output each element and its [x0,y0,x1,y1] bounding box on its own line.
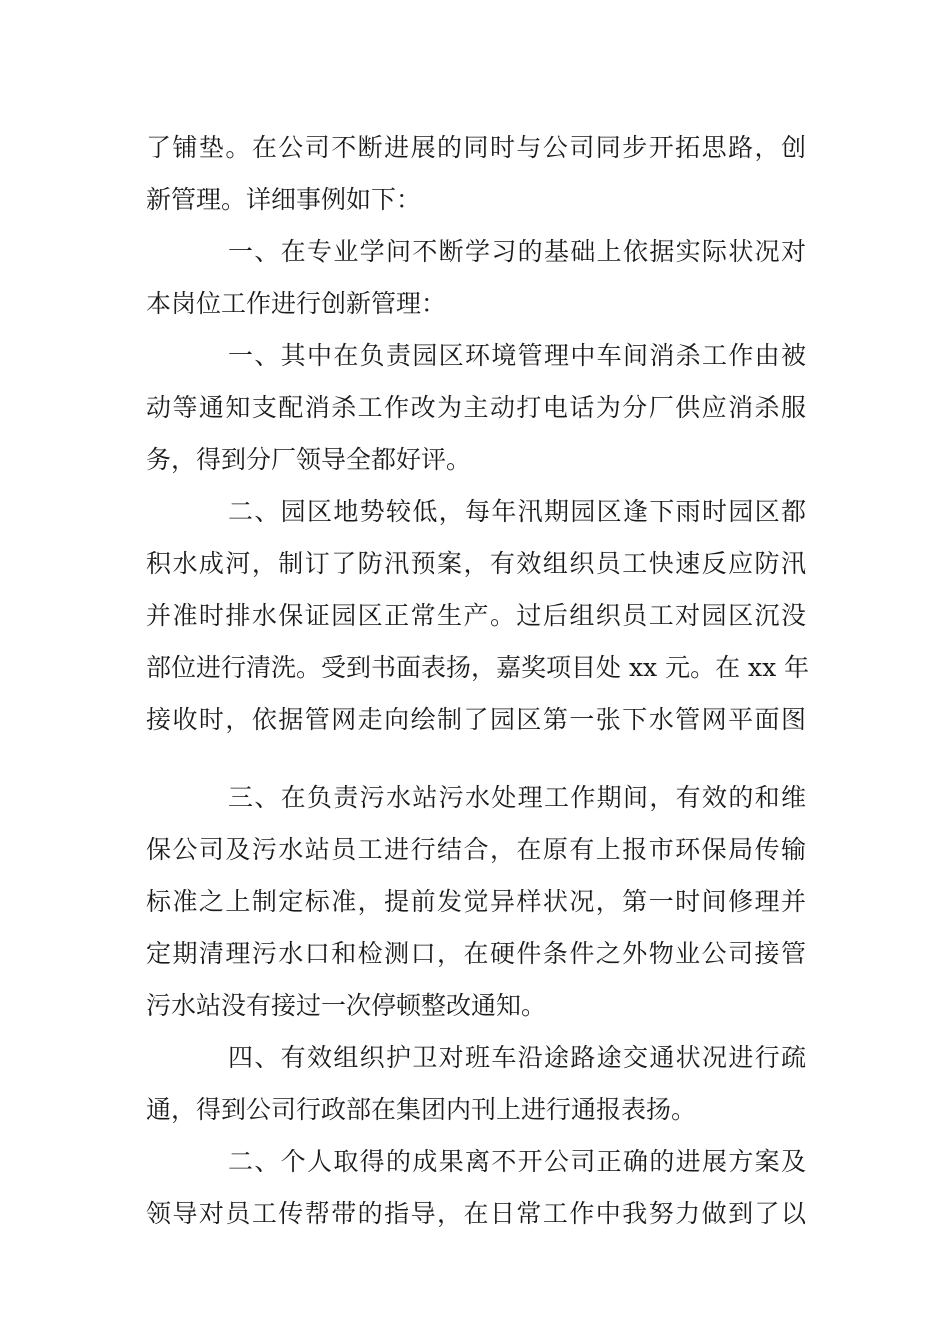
text-line: 动等通知支配消杀工作改为主动打电话为分厂供应消杀服 [146,393,806,422]
text-line: 一、其中在负责园区环境管理中车间消杀工作由被 [228,341,806,370]
text-line: 四、有效组织护卫对班车沿途路途交通状况进行疏 [228,1043,806,1072]
text-line: 了铺垫。在公司不断进展的同时与公司同步开拓思路，创 [146,133,806,162]
text-line: 标准之上制定标准，提前发觉异样状况，第一时间修理并 [146,887,806,916]
text-line: 积水成河，制订了防汛预案，有效组织员工快速反应防汛 [146,549,806,578]
text-line: 二、个人取得的成果离不开公司正确的进展方案及 [228,1147,806,1176]
text-line: 一、在专业学问不断学习的基础上依据实际状况对 [228,237,806,266]
text-line: 通，得到公司行政部在集团内刊上进行通报表扬。 [146,1095,697,1124]
text-line: 务，得到分厂领导全都好评。 [146,445,472,474]
text-line: 定期清理污水口和检测口，在硬件条件之外物业公司接管 [146,939,806,968]
text-line: 本岗位工作进行创新管理： [146,289,447,318]
text-line: 接收时，依据管网走向绘制了园区第一张下水管网平面图 [146,705,806,734]
text-line: 三、在负责污水站污水处理工作期间，有效的和维 [228,783,806,812]
text-line: 并准时排水保证园区正常生产。过后组织员工对园区沉没 [146,601,806,630]
text-line: 二、园区地势较低，每年汛期园区逢下雨时园区都 [228,497,806,526]
text-line: 部位进行清洗。受到书面表扬，嘉奖项目处 xx 元。在 xx 年 [146,653,810,682]
text-line: 新管理。详细事例如下： [146,185,422,214]
text-line: 保公司及污水站员工进行结合，在原有上报市环保局传输 [146,835,806,864]
text-line: 污水站没有接过一次停顿整改通知。 [146,991,547,1020]
text-line: 领导对员工传帮带的指导，在日常工作中我努力做到了以 [146,1199,806,1228]
